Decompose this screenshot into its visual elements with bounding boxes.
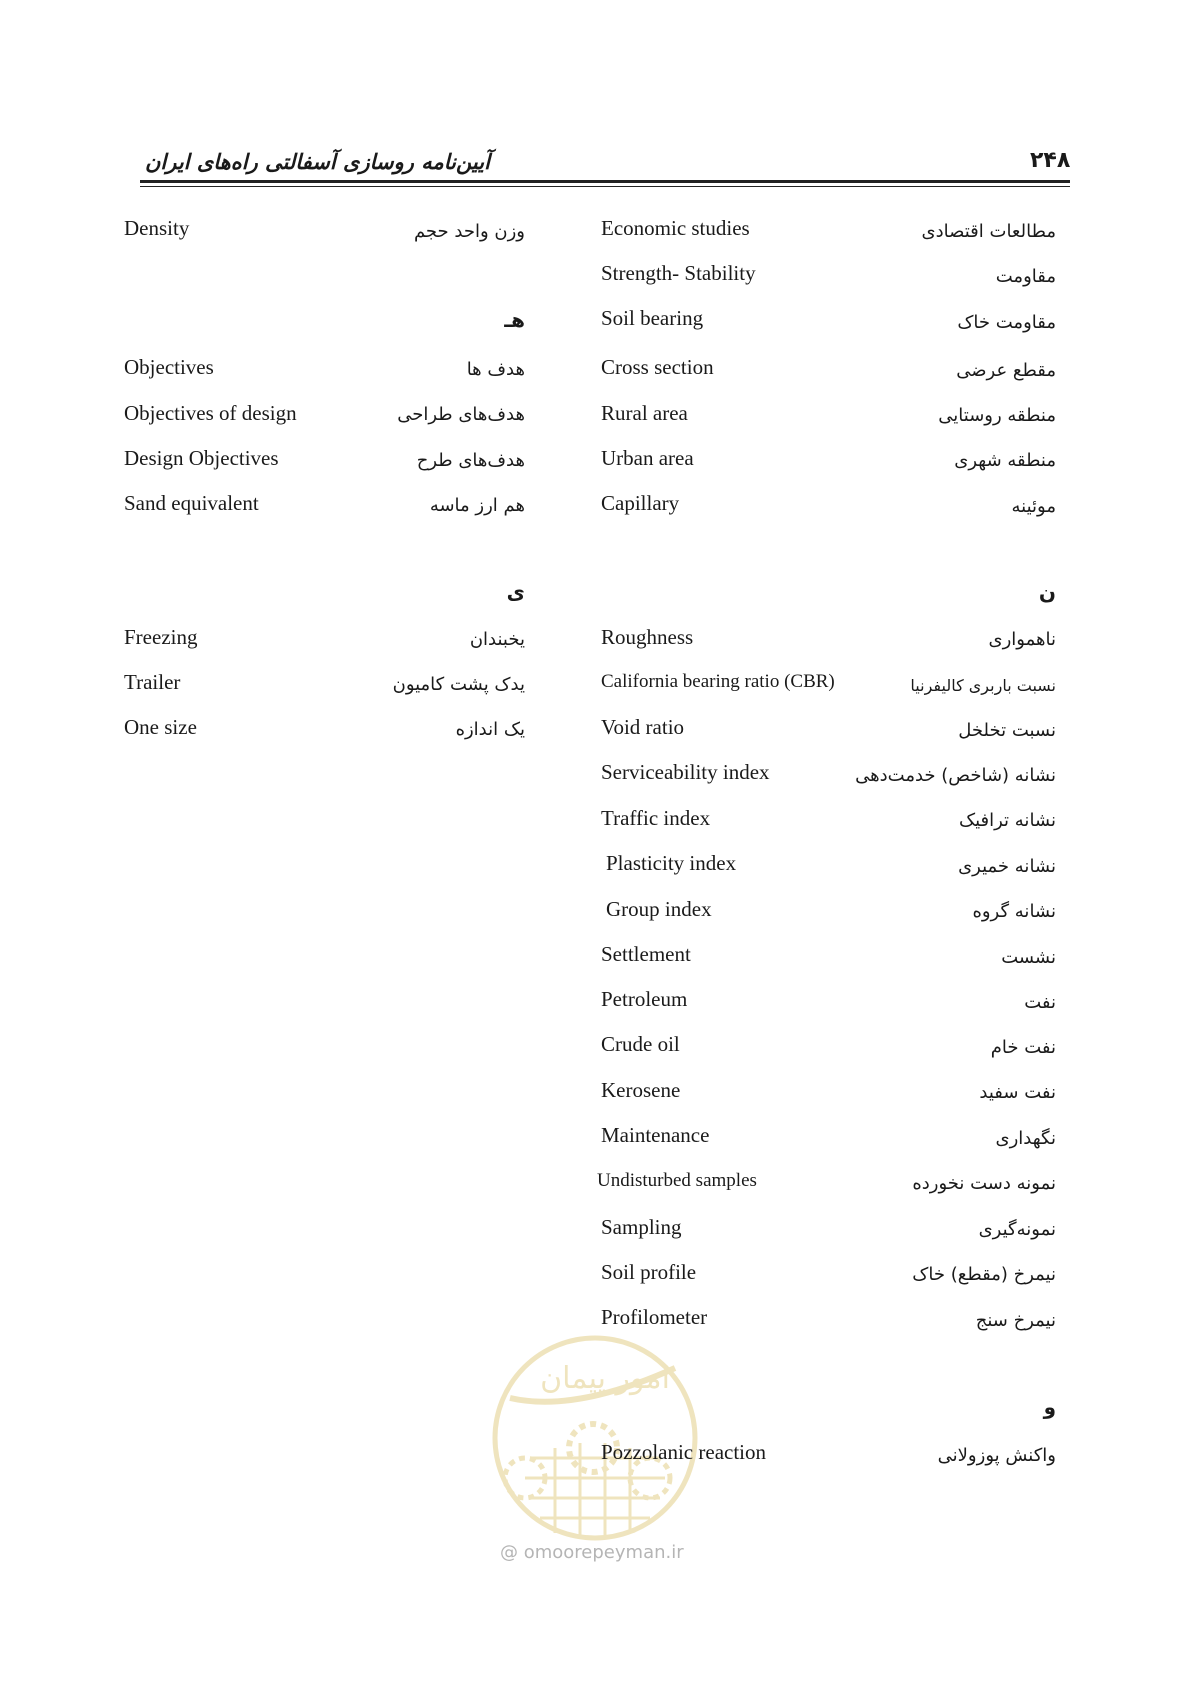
term-en: Cross section	[601, 355, 714, 379]
term-en: Objectives	[124, 355, 214, 379]
term-fa: موئینه	[1011, 496, 1056, 517]
term-fa: یخبندان	[469, 629, 525, 650]
term-fa: نشست	[1001, 947, 1056, 968]
section-letter-nun: ن	[1038, 580, 1056, 604]
watermark-url: @ omoorepeyman.ir	[500, 1542, 684, 1563]
term-fa: نمونه دست نخورده	[912, 1173, 1056, 1194]
term-fa: هدف‌های طرح	[416, 450, 525, 471]
term-en: Settlement	[601, 942, 691, 966]
term-en: Sand equivalent	[124, 491, 259, 515]
term-fa: نفت سفید	[979, 1082, 1056, 1103]
term-fa: نسبت باربری کالیفرنیا	[910, 676, 1056, 695]
term-fa: نشانه ترافیک	[958, 810, 1056, 831]
section-letter-he: هـ	[504, 308, 525, 332]
term-en: Freezing	[124, 625, 198, 649]
term-en: One size	[124, 715, 197, 739]
term-en: California bearing ratio (CBR)	[601, 671, 835, 692]
term-en: Group index	[606, 897, 712, 921]
term-en: Void ratio	[601, 715, 685, 739]
term-en: Capillary	[601, 491, 680, 515]
page-number: ۲۴۸	[1030, 148, 1071, 173]
term-en: Plasticity index	[606, 851, 737, 875]
term-fa: نمونه‌گیری	[978, 1219, 1056, 1240]
term-fa: هدف‌های طراحی	[397, 404, 525, 425]
term-en: Serviceability index	[601, 760, 770, 784]
term-fa: منطقه شهری	[954, 450, 1056, 471]
term-fa: هدف ها	[466, 359, 525, 380]
term-en: Soil bearing	[601, 306, 704, 330]
term-en: Pozzolanic reaction	[601, 1440, 767, 1464]
term-en: Crude oil	[601, 1032, 680, 1056]
term-fa: مطالعات اقتصادی	[921, 221, 1056, 242]
section-letter-ye: ی	[506, 580, 525, 604]
term-fa: نسبت تخلخل	[958, 720, 1056, 741]
term-fa: نفت	[1024, 992, 1056, 1013]
term-en: Undisturbed samples	[597, 1170, 757, 1191]
term-fa: نشانه خمیری	[958, 856, 1056, 877]
term-fa: مقطع عرضی	[956, 360, 1056, 381]
header-rule-thin	[140, 186, 1070, 187]
term-fa: یک اندازه	[455, 719, 525, 740]
section-letter-vav: و	[1043, 1395, 1056, 1419]
term-fa: نشانه گروه	[972, 901, 1056, 922]
term-en: Economic studies	[601, 216, 750, 240]
term-en: Strength- Stability	[601, 261, 756, 285]
term-fa: هم ارز ماسه	[429, 495, 525, 516]
term-en: Objectives of design	[124, 401, 297, 425]
term-fa: یدک پشت کامیون	[392, 674, 525, 695]
term-en: Profilometer	[601, 1305, 708, 1329]
term-fa: مقاومت	[995, 266, 1056, 287]
term-fa: نفت خام	[990, 1037, 1056, 1058]
term-en: Kerosene	[601, 1078, 681, 1102]
term-fa: وزن واحد حجم	[413, 221, 525, 242]
term-en: Urban area	[601, 446, 694, 470]
term-fa: نگهداری	[995, 1128, 1056, 1149]
watermark-logo-text: امور پیمان	[540, 1361, 670, 1396]
term-fa: نیمرخ (مقطع) خاک	[912, 1264, 1056, 1285]
term-fa: منطقه روستایی	[938, 405, 1056, 426]
term-en: Trailer	[124, 670, 181, 694]
term-fa: ناهمواری	[988, 629, 1056, 650]
term-en: Petroleum	[601, 987, 688, 1011]
term-en: Traffic index	[601, 806, 711, 830]
term-fa: مقاومت خاک	[957, 312, 1056, 333]
term-en: Roughness	[601, 625, 694, 649]
term-en: Density	[124, 216, 190, 240]
term-fa: نشانه (شاخص) خدمت‌دهی	[855, 765, 1056, 786]
term-en: Maintenance	[601, 1123, 710, 1147]
term-en: Rural area	[601, 401, 688, 425]
running-title: آیین‌نامه روسازی آسفالتی راه‌های ایران	[145, 150, 490, 174]
term-en: Soil profile	[601, 1260, 697, 1284]
header-rule-thick	[140, 180, 1070, 183]
term-en: Sampling	[601, 1215, 682, 1239]
term-fa: واکنش پوزولانی	[937, 1445, 1056, 1466]
term-en: Design Objectives	[124, 446, 279, 470]
term-fa: نیمرخ سنج	[975, 1310, 1056, 1331]
